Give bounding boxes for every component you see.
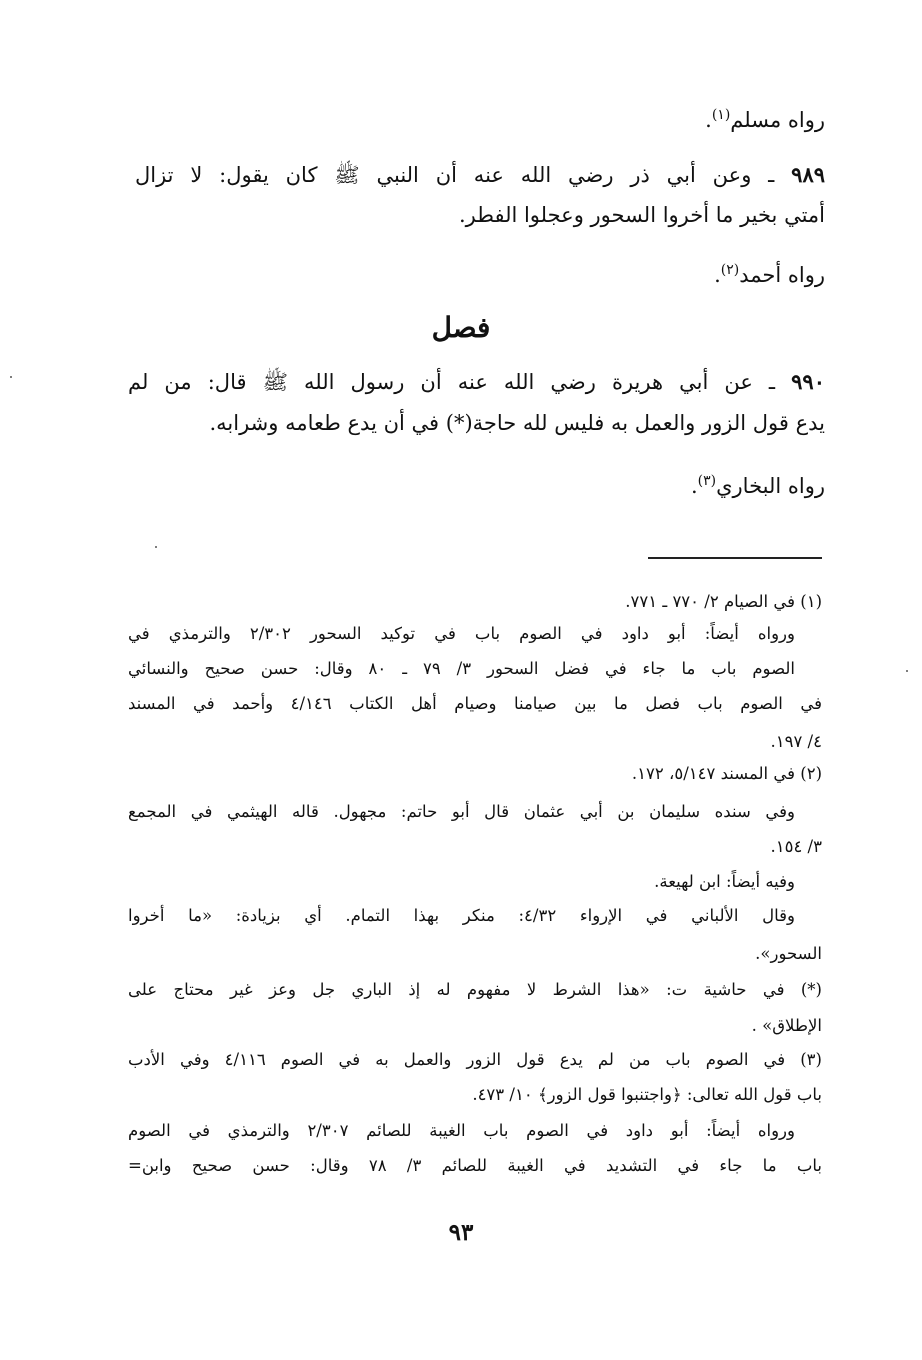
footnote-line: الصوم باب ما جاء في فضل السحور ٣/ ٧٩ ـ ٨٠ وقال: حسن صحيح والنسائي — [128, 659, 795, 678]
footnote-line: ٣/ ١٥٤. — [770, 837, 822, 856]
footnote-line: ورواه أيضاً: أبو داود في الصوم باب في توكيد السحور ٢/٣٠٢ والترمذي في — [128, 624, 795, 643]
narration-text: رواه البخاري — [716, 474, 825, 498]
hadith-989-line-2: أمتي بخير ما أخروا السحور وعجلوا الفطر. — [458, 203, 825, 227]
footnote-line: ٤/ ١٩٧. — [770, 732, 822, 751]
section-heading: فصل — [431, 311, 491, 344]
scan-speck — [906, 670, 908, 672]
footnote-1-line: (١) في الصيام ٢/ ٧٧٠ ـ ٧٧١. — [625, 592, 822, 611]
footnote-line: ورواه أيضاً: أبو داود في الصوم باب الغيبة للصائم ٢/٣٠٧ والترمذي في الصوم — [128, 1121, 795, 1140]
footnote-line: الإطلاق» . — [751, 1016, 822, 1035]
period: . — [690, 474, 698, 498]
footnote-line: باب ما جاء في التشديد في الغيبة للصائم ٣/ ٧٨ وقال: حسن صحيح وابن= — [128, 1156, 822, 1175]
narration-line-bukhari — [128, 466, 825, 501]
footnote-line: وقال الألباني في الإرواء ٤/٣٢: منكر بهذا التمام. أي بزيادة: «ما أخروا — [128, 906, 795, 925]
narration-text: رواه أحمد — [739, 263, 825, 287]
footnote-ref-1: (١) — [711, 107, 731, 123]
hadith-990-line-1 — [128, 367, 825, 397]
hadith-number: ٩٨٩ — [791, 162, 826, 187]
hadith-text: ـ وعن أبي ذر رضي الله عنه أن النبي ﷺ كان يقول: لا تزال — [135, 163, 775, 187]
footnote-line: وفي سنده سليمان بن أبي عثمان قال أبو حاتم: مجهول. قاله الهيثمي في المجمع — [128, 802, 795, 821]
page-number: ٩٣ — [448, 1219, 474, 1246]
hadith-990-line-2: يدع قول الزور والعمل به فليس لله حاجة(*) في أن يدع طعامه وشرابه. — [209, 411, 825, 435]
hadith-text: ـ عن أبي هريرة رضي الله عنه أن رسول الله ﷺ قال: من لم — [128, 370, 776, 394]
narration-line-ahmad — [128, 255, 825, 290]
period: . — [705, 108, 712, 132]
footnote-2-line: (٢) في المسند ٥/١٤٧، ١٧٢. — [631, 764, 822, 783]
narration-text: رواه مسلم — [730, 108, 825, 132]
footnote-ref-3: (٣) — [697, 473, 717, 489]
narration-line-muslim — [128, 100, 825, 135]
scan-speck — [10, 376, 12, 378]
hadith-number: ٩٩٠ — [791, 369, 825, 394]
footnote-3-line: (٣) في الصوم باب من لم يدع قول الزور والعمل به في الصوم ٤/١١٦ وفي الأدب — [128, 1050, 822, 1069]
footnote-separator — [648, 557, 822, 559]
hadith-989-line-1 — [135, 160, 825, 190]
footnote-star-line: (*) في حاشية ت: «هذا الشرط لا مفهوم له إذ الباري جل وعز غير محتاج على — [128, 980, 822, 999]
footnote-line: وفيه أيضاً: ابن لهيعة. — [654, 872, 795, 891]
footnote-line: باب قول الله تعالى: ﴿واجتنبوا قول الزور﴾ ١٠/ ٤٧٣. — [472, 1085, 822, 1104]
scan-speck — [155, 546, 157, 548]
period: . — [714, 263, 721, 287]
footnote-line: في الصوم باب فصل ما بين صيامنا وصيام أهل الكتاب ٤/١٤٦ وأحمد في المسند — [128, 694, 822, 713]
footnote-line: السحور». — [755, 944, 822, 963]
footnote-ref-2: (٢) — [720, 262, 740, 278]
